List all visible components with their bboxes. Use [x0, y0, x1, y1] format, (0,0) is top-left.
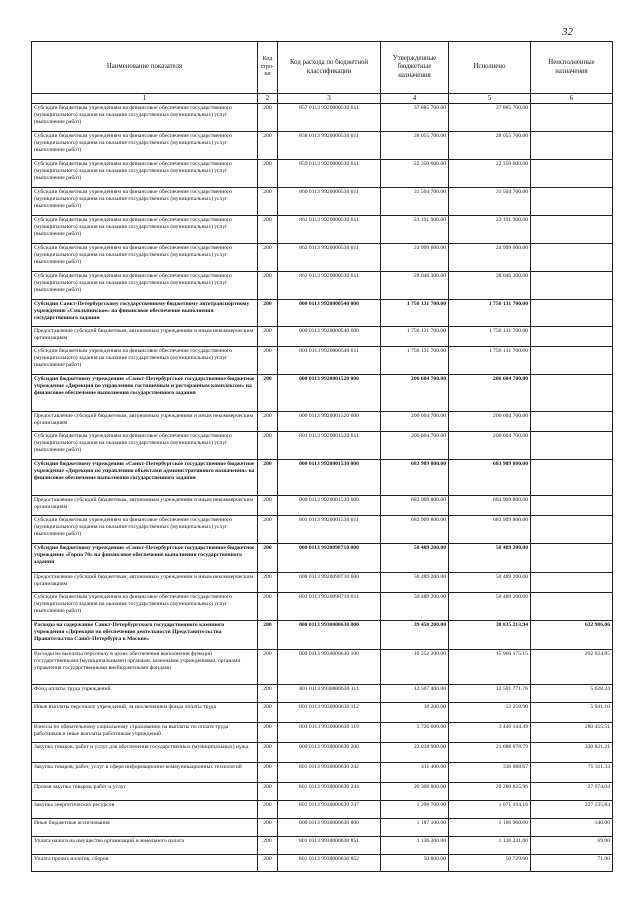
row-unexecuted: 280 455.51 [531, 723, 613, 743]
row-approved: 1 298 700.00 [381, 801, 449, 819]
row-approved: 23 191 900.00 [381, 216, 449, 244]
row-line-code: 200 [258, 783, 278, 801]
table-row [32, 375, 613, 412]
table-row [32, 650, 613, 685]
row-name: Субсидии бюджетным учреждениям на финансовое обеспечение государственного (муниципального) задания на оказание государственных (муниципальных) услуг (выполнение работ) [32, 216, 258, 244]
table-row [32, 703, 613, 723]
row-unexecuted: 5 941.10 [531, 703, 613, 723]
row-executed: 683 909 800.00 [449, 516, 531, 544]
row-line-code: 200 [258, 837, 278, 855]
row-name: Закупка энергетических ресурсов [32, 801, 258, 819]
table-row [32, 432, 613, 460]
row-line-code: 200 [258, 593, 278, 621]
row-unexecuted [531, 544, 613, 573]
row-budget-code: 000 0113 9920001530 600 [278, 496, 381, 516]
row-unexecuted [531, 412, 613, 432]
header-row [32, 42, 613, 94]
row-line-code: 200 [258, 244, 278, 272]
table-row [32, 837, 613, 855]
row-budget-code: 000 0113 9930000630 200 [278, 743, 381, 763]
row-budget-code: 000 0113 9930000630 100 [278, 650, 381, 685]
row-executed: 12 258.90 [449, 703, 531, 723]
row-approved: 3 726 600.00 [381, 723, 449, 743]
row-name: Иные выплаты персоналу учреждений, за исключением фонда оплаты труда [32, 703, 258, 723]
row-executed: 50 729.00 [449, 855, 531, 872]
row-approved: 1 756 131 700.00 [381, 327, 449, 347]
row-approved: 1 756 131 700.00 [381, 300, 449, 327]
column-number: 3 [278, 94, 381, 104]
row-budget-code: 000 0113 9920000540 600 [278, 327, 381, 347]
row-unexecuted: 75 311.33 [531, 763, 613, 783]
row-line-code: 200 [258, 855, 278, 872]
row-executed: 22 350 600.00 [449, 160, 531, 188]
row-name: Расходы на содержание Санкт-Петербургского государственного казенного учреждения «Дирекция по обеспечению деятельности Представительства Правительства Санкт-Петербурга в Москве» [32, 621, 258, 650]
table-row [32, 327, 613, 347]
row-unexecuted [531, 104, 613, 132]
table-row [32, 855, 613, 872]
table-row [32, 685, 613, 703]
header-name: Наименование показателя [32, 42, 258, 94]
row-unexecuted [531, 132, 613, 160]
row-name: Взносы по обязательному социальному страхованию на выплаты по оплате труда работников и иные выплаты работникам учреждений [32, 723, 258, 743]
row-budget-code: 801 0113 9930000630 247 [278, 801, 381, 819]
table-row [32, 743, 613, 763]
column-number: 4 [381, 94, 449, 104]
row-approved: 50 800.00 [381, 855, 449, 872]
row-executed: 50 489 200.00 [449, 573, 531, 593]
row-line-code: 200 [258, 703, 278, 723]
row-budget-code: 861 0113 9920000530 611 [278, 216, 381, 244]
table-row [32, 593, 613, 621]
table-row [32, 347, 613, 375]
table-row [32, 544, 613, 573]
table-row [32, 819, 613, 837]
row-name: Уплата прочих налогов, сборов [32, 855, 258, 872]
table-row [32, 272, 613, 300]
row-executed: 37 885 700.00 [449, 104, 531, 132]
row-approved: 50 489 200.00 [381, 544, 449, 573]
row-unexecuted [531, 188, 613, 216]
row-executed: 50 489 200.00 [449, 593, 531, 621]
row-executed: 1 756 131 700.00 [449, 347, 531, 375]
row-executed: 38 835 213.94 [449, 621, 531, 650]
row-budget-code: 000 0113 9920001520 600 [278, 412, 381, 432]
row-executed: 1 071 164.16 [449, 801, 531, 819]
row-name: Субсидии бюджетным учреждениям на финансовое обеспечение государственного (муниципального) задания на оказание государственных (муниципальных) услуг (выполнение работ) [32, 160, 258, 188]
row-unexecuted [531, 347, 613, 375]
row-unexecuted [531, 573, 613, 593]
row-executed: 1 756 131 700.00 [449, 300, 531, 327]
row-name: Субсидия бюджетному учреждению «Санкт-Петербургское государственное бюджетное учреждение «Горпо 70» на финансовое обеспечение выполнения государственного задания [32, 544, 258, 573]
row-approved: 18 200.00 [381, 703, 449, 723]
row-budget-code: 859 0113 9920000530 611 [278, 160, 381, 188]
row-budget-code: 860 0113 9920000530 611 [278, 188, 381, 216]
row-unexecuted: 5 628.24 [531, 685, 613, 703]
row-unexecuted: 227 535.84 [531, 801, 613, 819]
row-approved: 683 909 800.00 [381, 460, 449, 496]
table-row [32, 723, 613, 743]
row-name: Субсидии бюджетным учреждениям на финансовое обеспечение государственного (муниципального) задания на оказание государственных (муниципальных) услуг (выполнение работ) [32, 188, 258, 216]
row-budget-code: 857 0113 9920000530 611 [278, 104, 381, 132]
row-budget-code: 801 0113 9930000630 112 [278, 703, 381, 723]
row-budget-code: 000 0113 9920098710 000 [278, 544, 381, 573]
row-approved: 683 909 800.00 [381, 516, 449, 544]
row-approved: 37 885 700.00 [381, 104, 449, 132]
table-row [32, 573, 613, 593]
row-executed: 1 136 231.00 [449, 837, 531, 855]
row-line-code: 200 [258, 347, 278, 375]
row-unexecuted: 71.00 [531, 855, 613, 872]
row-line-code: 200 [258, 573, 278, 593]
row-line-code: 200 [258, 375, 278, 412]
row-approved: 206 604 700.00 [381, 432, 449, 460]
row-budget-code: 858 0113 9920000530 611 [278, 132, 381, 160]
row-unexecuted [531, 593, 613, 621]
row-approved: 31 504 700.00 [381, 188, 449, 216]
row-executed: 206 604 700.00 [449, 375, 531, 412]
row-name: Субсидии бюджетным учреждениям на финансовое обеспечение государственного (муниципального) задания на оказание государственных (муниципальных) услуг (выполнение работ) [32, 132, 258, 160]
row-unexecuted [531, 244, 613, 272]
table-row [32, 132, 613, 160]
row-name: Расходы на выплаты персоналу в целях обеспечения выполнения функций государственными (муниципальными) органами, казенными учреждениями, органами управления государственными внебюджетными фондами [32, 650, 258, 685]
row-approved: 24 999 600.00 [381, 244, 449, 272]
row-approved: 1 187 100.00 [381, 819, 449, 837]
row-approved: 20 308 800.00 [381, 783, 449, 801]
row-budget-code: 801 0113 9920001530 611 [278, 516, 381, 544]
row-line-code: 200 [258, 819, 278, 837]
row-name: Субсидии бюджетным учреждениям на финансовое обеспечение государственного (муниципального) задания на оказание государственных (муниципальных) услуг (выполнение работ) [32, 272, 258, 300]
row-budget-code: 801 0113 9930000630 111 [278, 685, 381, 703]
row-line-code: 200 [258, 763, 278, 783]
row-approved: 39 458 200.00 [381, 621, 449, 650]
row-unexecuted: 330 821.21 [531, 743, 613, 763]
row-unexecuted: 622 986.06 [531, 621, 613, 650]
table-row [32, 104, 613, 132]
row-executed: 23 191 900.00 [449, 216, 531, 244]
row-budget-code: 801 0113 9930000630 851 [278, 837, 381, 855]
row-executed: 206 604 700.00 [449, 432, 531, 460]
row-budget-code: 000 0113 9920098710 600 [278, 573, 381, 593]
row-approved: 12 507 400.00 [381, 685, 449, 703]
row-name: Предоставление субсидий бюджетным, автономным учреждениям и иным некоммерческим организациям [32, 412, 258, 432]
row-budget-code: 000 0113 9930000630 000 [278, 621, 381, 650]
row-executed: 206 604 700.00 [449, 412, 531, 432]
row-unexecuted [531, 327, 613, 347]
table-row [32, 412, 613, 432]
row-approved: 1 756 131 700.00 [381, 347, 449, 375]
row-approved: 28 046 300.00 [381, 272, 449, 300]
column-number: 2 [258, 94, 278, 104]
table-row [32, 188, 613, 216]
row-unexecuted [531, 460, 613, 496]
row-line-code: 200 [258, 432, 278, 460]
table-row [32, 160, 613, 188]
table-row [32, 244, 613, 272]
row-name: Субсидия Санкт-Петербургскому государственному бюджетному автотранспортному учреждению «Смольнинское» на финансовое обеспечение выполнения государственного задания [32, 300, 258, 327]
row-unexecuted [531, 160, 613, 188]
row-line-code: 200 [258, 104, 278, 132]
row-approved: 16 252 200.00 [381, 650, 449, 685]
row-unexecuted: 292 024.85 [531, 650, 613, 685]
row-approved: 411 400.00 [381, 763, 449, 783]
row-unexecuted [531, 516, 613, 544]
row-name: Иные бюджетные ассигнования [32, 819, 258, 837]
row-line-code: 200 [258, 272, 278, 300]
row-executed: 3 446 144.49 [449, 723, 531, 743]
row-budget-code: 801 0113 9920098710 611 [278, 593, 381, 621]
row-executed: 31 504 700.00 [449, 188, 531, 216]
row-budget-code: 863 0113 9920000530 611 [278, 272, 381, 300]
row-unexecuted [531, 272, 613, 300]
row-budget-code: 000 0113 9920000540 000 [278, 300, 381, 327]
table-row [32, 216, 613, 244]
row-budget-code: 801 0113 9920001520 611 [278, 432, 381, 460]
row-budget-code: 801 0113 9920000540 611 [278, 347, 381, 375]
row-budget-code: 801 0113 9930000630 244 [278, 783, 381, 801]
row-approved: 28 055 700.00 [381, 132, 449, 160]
table-row [32, 516, 613, 544]
row-budget-code: 801 0113 9930000630 852 [278, 855, 381, 872]
row-unexecuted: 27 974.04 [531, 783, 613, 801]
column-number: 6 [531, 94, 613, 104]
row-executed: 1 186 960.00 [449, 819, 531, 837]
row-name: Предоставление субсидий бюджетным, автономным учреждениям и иным некоммерческим организациям [32, 327, 258, 347]
header-budget-code: Код расхода по бюджетной классификации [278, 42, 381, 94]
row-executed: 50 489 200.00 [449, 544, 531, 573]
row-line-code: 200 [258, 327, 278, 347]
row-line-code: 200 [258, 650, 278, 685]
row-budget-code: 801 0113 9930000630 242 [278, 763, 381, 783]
row-executed: 21 688 078.79 [449, 743, 531, 763]
column-number: 1 [32, 94, 258, 104]
row-budget-code: 000 0113 9930000630 800 [278, 819, 381, 837]
row-line-code: 200 [258, 743, 278, 763]
row-executed: 1 756 131 700.00 [449, 327, 531, 347]
table-row [32, 783, 613, 801]
row-executed: 28 055 700.00 [449, 132, 531, 160]
row-executed: 20 280 825.96 [449, 783, 531, 801]
row-executed: 24 999 600.00 [449, 244, 531, 272]
table-row [32, 300, 613, 327]
row-name: Уплата налога на имущество организаций и земельного налога [32, 837, 258, 855]
row-unexecuted [531, 300, 613, 327]
table-row [32, 496, 613, 516]
row-budget-code: 862 0113 9920000530 611 [278, 244, 381, 272]
row-name: Закупка товаров, работ и услуг для обеспечения государственных (муниципальных) нужд [32, 743, 258, 763]
row-name: Субсидии бюджетным учреждениям на финансовое обеспечение государственного (муниципального) задания на оказание государственных (муниципальных) услуг (выполнение работ) [32, 593, 258, 621]
budget-execution-table [31, 41, 613, 872]
row-line-code: 200 [258, 544, 278, 573]
row-line-code: 200 [258, 516, 278, 544]
row-executed: 12 501 771.76 [449, 685, 531, 703]
row-line-code: 200 [258, 723, 278, 743]
table-row [32, 621, 613, 650]
column-number: 5 [449, 94, 531, 104]
row-name: Субсидии бюджетным учреждениям на финансовое обеспечение государственного (муниципального) задания на оказание государственных (муниципальных) услуг (выполнение работ) [32, 104, 258, 132]
row-unexecuted [531, 216, 613, 244]
row-line-code: 200 [258, 132, 278, 160]
row-unexecuted [531, 375, 613, 412]
row-executed: 336 088.67 [449, 763, 531, 783]
row-executed: 683 909 800.00 [449, 496, 531, 516]
row-approved: 1 136 300.00 [381, 837, 449, 855]
row-name: Прочая закупка товаров, работ и услуг [32, 783, 258, 801]
row-unexecuted: 140.00 [531, 819, 613, 837]
column-number-row [32, 94, 613, 104]
table-body [32, 104, 613, 872]
header-unexecuted: Неисполненные назначения [531, 42, 613, 94]
header-executed: Исполнено [449, 42, 531, 94]
row-line-code: 200 [258, 412, 278, 432]
header-line-code: Код стро-ки [258, 42, 278, 94]
row-budget-code: 000 0113 9920001530 000 [278, 460, 381, 496]
row-line-code: 200 [258, 801, 278, 819]
row-line-code: 200 [258, 621, 278, 650]
row-name: Субсидии бюджетным учреждениям на финансовое обеспечение государственного (муниципального) задания на оказание государственных (муниципальных) услуг (выполнение работ) [32, 516, 258, 544]
row-name: Предоставление субсидий бюджетным, автономным учреждениям и иным некоммерческим организациям [32, 496, 258, 516]
row-unexecuted [531, 432, 613, 460]
table-row [32, 460, 613, 496]
row-name: Закупка товаров, работ, услуг в сфере информационно-коммуникационных технологий [32, 763, 258, 783]
row-approved: 50 489 200.00 [381, 573, 449, 593]
row-executed: 683 909 800.00 [449, 460, 531, 496]
row-name: Субсидии бюджетным учреждениям на финансовое обеспечение государственного (муниципального) задания на оказание государственных (муниципальных) услуг (выполнение работ) [32, 347, 258, 375]
row-line-code: 200 [258, 216, 278, 244]
page-number: 32 [562, 26, 573, 38]
row-approved: 50 489 200.00 [381, 593, 449, 621]
row-line-code: 200 [258, 460, 278, 496]
row-budget-code: 000 0113 9920001520 000 [278, 375, 381, 412]
row-name: Фонд оплаты труда учреждений [32, 685, 258, 703]
row-name: Субсидия бюджетному учреждению «Санкт-Петербургское государственное бюджетное учреждение «Дирекция по управлению гостиничным и ресторанным комплексом» на финансовое обеспечение выполнения государственного задания [32, 375, 258, 412]
row-approved: 22 018 900.00 [381, 743, 449, 763]
row-budget-code: 801 0113 9930000630 119 [278, 723, 381, 743]
row-name: Предоставление субсидий бюджетным, автономным учреждениям и иным некоммерческим организациям [32, 573, 258, 593]
row-line-code: 200 [258, 685, 278, 703]
table-row [32, 801, 613, 819]
row-approved: 206 604 700.00 [381, 412, 449, 432]
table-row [32, 763, 613, 783]
row-approved: 22 350 600.00 [381, 160, 449, 188]
row-unexecuted: 69.00 [531, 837, 613, 855]
row-line-code: 200 [258, 160, 278, 188]
header-approved: Утвержденные бюджетные назначения [381, 42, 449, 94]
row-executed: 15 960 175.15 [449, 650, 531, 685]
row-name: Субсидия бюджетному учреждению «Санкт-Петербургское государственное бюджетное учреждение «Дирекция по управлению объектами административного назначения» на финансовое обеспечение выполнения государственного задания [32, 460, 258, 496]
row-line-code: 200 [258, 496, 278, 516]
row-line-code: 200 [258, 188, 278, 216]
row-line-code: 200 [258, 300, 278, 327]
row-unexecuted [531, 496, 613, 516]
row-executed: 28 046 300.00 [449, 272, 531, 300]
row-approved: 683 909 800.00 [381, 496, 449, 516]
row-name: Субсидии бюджетным учреждениям на финансовое обеспечение государственного (муниципального) задания на оказание государственных (муниципальных) услуг (выполнение работ) [32, 432, 258, 460]
row-approved: 206 604 700.00 [381, 375, 449, 412]
row-name: Субсидии бюджетным учреждениям на финансовое обеспечение государственного (муниципального) задания на оказание государственных (муниципальных) услуг (выполнение работ) [32, 244, 258, 272]
